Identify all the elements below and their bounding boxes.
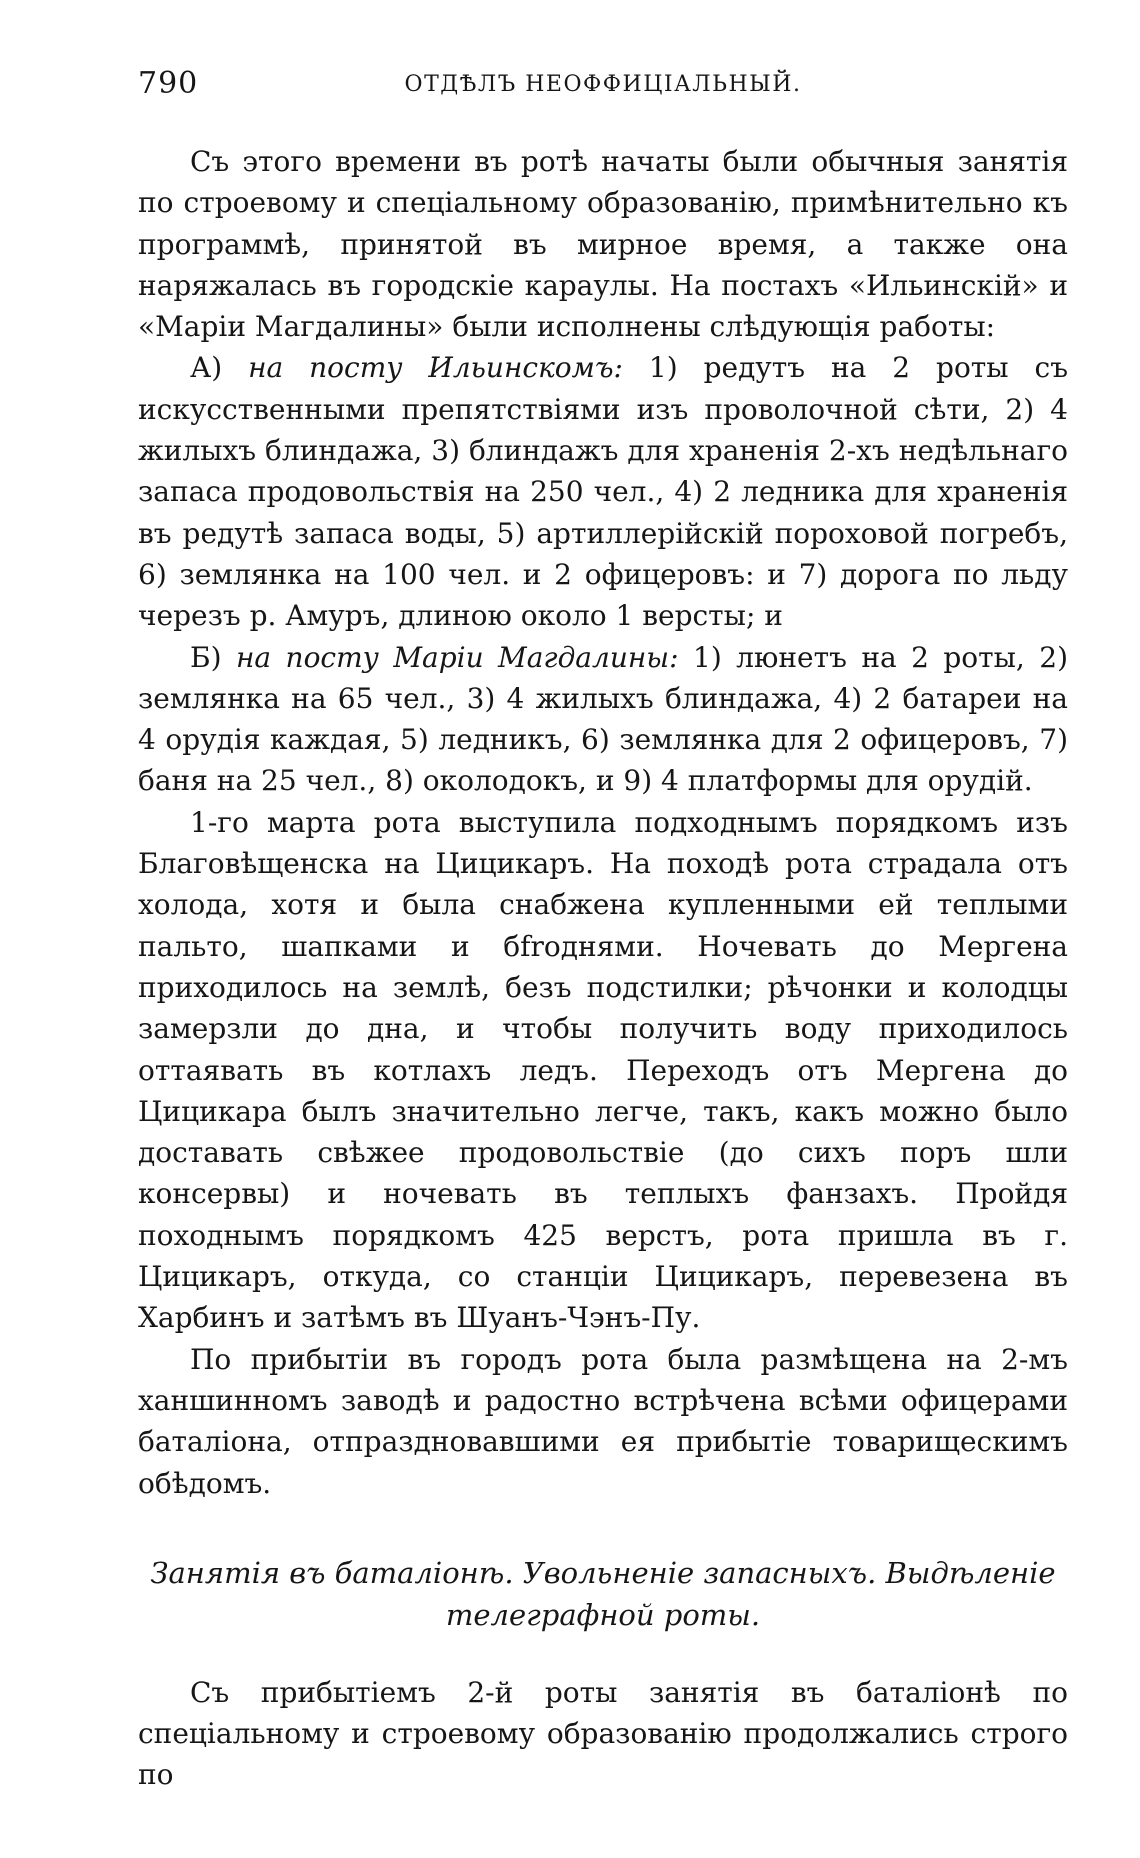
item-b-post-name: на посту Маріи Магдалины: (235, 640, 679, 674)
paragraph-1: Съ этого времени въ ротѣ начаты были обычныя занятія по строевому и спеціальному образованію, примѣнительно къ программѣ, принятой въ мирное время, а также она наряжалась въ городскіе караулы. На постахъ «Ильинскій» и «Маріи Магдалины» были исполнены слѣдующія работы: (138, 145, 1068, 344)
paragraph-2 (138, 347, 1068, 636)
running-head: ОТДѢЛЪ НЕОФФИЦІАЛЬНЫЙ. (404, 72, 802, 97)
section-heading: Занятія въ баталіонѣ. Увольненіе запасныхъ. Выдѣленіе телеграфной роты. (150, 1555, 1056, 1632)
item-a-post-name: на посту Ильинскомъ: (248, 351, 623, 385)
page-header (138, 66, 1068, 106)
paragraph-6: Съ прибытіемъ 2-й роты занятія въ баталіонѣ по спеціальному и строевому образованію продолжались строго по (138, 1675, 1068, 1792)
item-b-text: 1) люнетъ на 2 роты, 2) землянка на 65 чел., 3) 4 жилыхъ блиндажа, 4) 2 батареи на 4 орудія каждая, 5) ледникъ, 6) землянка для 2 офицеровъ, 7) баня на 25 чел., 8) околодокъ, и 9) 4 платформы для орудій. (138, 640, 1069, 798)
item-a-marker: А) (190, 351, 223, 385)
paragraph-3 (138, 637, 1068, 802)
page-number: 790 (138, 66, 199, 101)
body-text (138, 141, 1068, 1796)
paragraph-5: По прибытіи въ городъ рота была размѣщена на 2-мъ ханшинномъ заводѣ и радостно встрѣчена всѣми офицерами баталіона, отпраздновавшими ея прибытіе товарищескимъ обѣдомъ. (138, 1342, 1068, 1500)
item-b-marker: Б) (190, 640, 222, 674)
item-a-text: 1) редутъ на 2 роты съ искусственными препятствіями изъ проволочной сѣти, 2) 4 жилыхъ блиндажа, 3) блиндажъ для храненія 2-хъ недѣльнаго запаса продовольствія на 250 чел., 4) 2 ледника для храненія въ редутѣ запаса воды, 5) артиллерійскій пороховой погребъ, 6) землянка на 100 чел. и 2 офицеровъ: и 7) дорога по льду черезъ р. Амуръ, длиною около 1 версты; и (138, 351, 1069, 633)
paragraph-4: 1-го марта рота выступила подходнымъ порядкомъ изъ Благовѣщенска на Цицикаръ. На походѣ рота страдала отъ холода, хотя и была снабжена купленными ей теплыми пальто, шапками и бfroднями. Ночевать до Мергена приходилось на землѣ, безъ подстилки; рѣчонки и колодцы замерзли до дна, и чтобы получить воду приходилось оттаявать въ котлахъ ледъ. Переходъ отъ Мергена до Цицикара былъ значительно легче, такъ, какъ можно было доставать свѣжее продовольствіе (до сихъ поръ шли консервы) и ночевать въ теплыхъ фанзахъ. Пройдя походнымъ порядкомъ 425 верстъ, рота пришла въ г. Цицикаръ, откуда, со станціи Цицикаръ, перевезена въ Харбинъ и затѣмъ въ Шуанъ-Чэнъ-Пу. (138, 805, 1068, 1335)
